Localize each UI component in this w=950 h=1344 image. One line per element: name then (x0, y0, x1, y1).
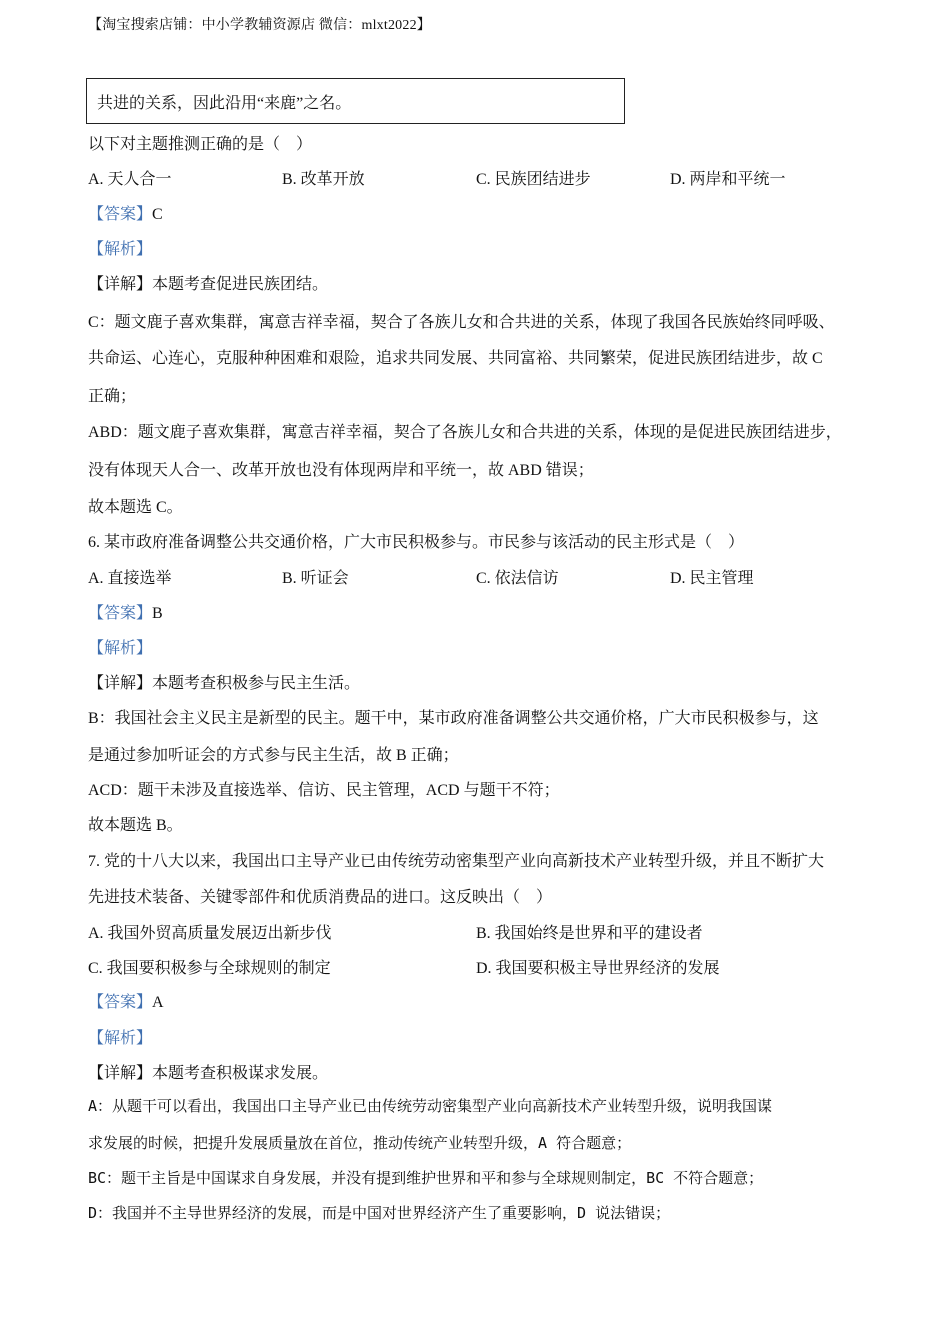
page-header: 【淘宝搜索店铺：中小学教辅资源店 微信：mlxt2022】 (88, 18, 431, 33)
q6-stem: 6. 某市政府准备调整公共交通价格，广大市民积极参与。市民参与该活动的民主形式是（ ） (88, 534, 745, 551)
q7-option-a: A. 我国外贸高质量发展迈出新步伐 (88, 925, 332, 942)
q7-answer-row (88, 989, 164, 1012)
q5-option-b: B. 改革开放 (282, 171, 365, 188)
q6-answer: B (152, 605, 163, 622)
q7-option-b: B. 我国始终是世界和平的建设者 (476, 925, 703, 942)
q7-explanation-line: A：从题干可以看出，我国出口主导产业已由传统劳动密集型产业向高新技术产业转型升级，说明我国谋 (88, 1097, 773, 1115)
q7-answer: A (152, 994, 164, 1011)
q6-option-d: D. 民主管理 (670, 570, 754, 587)
q5-explanation-line: 正确； (88, 388, 137, 405)
quoted-passage-box: 共进的关系，因此沿用“来鹿”之名。 (86, 78, 625, 124)
q5-conclusion: 故本题选 C。 (88, 499, 183, 516)
q5-stem: 以下对主题推测正确的是（ ） (88, 136, 313, 153)
q7-explanation-line: 求发展的时候，把提升发展质量放在首位，推动传统产业转型升级，A 符合题意； (88, 1134, 632, 1152)
q5-option-d: D. 两岸和平统一 (670, 171, 786, 188)
q5-explanation-line: 没有体现天人合一、改革开放也没有体现两岸和平统一，故 ABD 错误； (88, 462, 594, 479)
q7-option-c: C. 我国要积极参与全球规则的制定 (88, 960, 331, 977)
q6-detail: 【详解】本题考查积极参与民主生活。 (88, 675, 361, 692)
q6-explanation-line: 是通过参加听证会的方式参与民主生活，故 B 正确； (88, 747, 459, 764)
q6-conclusion: 故本题选 B。 (88, 817, 183, 834)
q5-analysis-tag: 【解析】 (88, 241, 153, 258)
answer-tag: 【答案】 (88, 206, 153, 223)
q7-detail: 【详解】本题考查积极谋求发展。 (88, 1065, 329, 1082)
q7-explanation-line: BC：题干主旨是中国谋求自身发展，并没有提到维护世界和平和参与全球规则制定，BC 不符合题意； (88, 1169, 764, 1187)
q5-detail: 【详解】本题考查促进民族团结。 (88, 276, 329, 293)
q5-explanation-line: 共命运、心连心，克服种种困难和艰险，追求共同发展、共同富裕、共同繁荣，促进民族团结进步，故 C (88, 350, 823, 367)
q7-analysis-tag: 【解析】 (88, 1030, 153, 1047)
q5-answer-row (88, 201, 163, 224)
q6-analysis-tag: 【解析】 (88, 640, 153, 657)
q7-stem-line: 先进技术装备、关键零部件和优质消费品的进口。这反映出（ ） (88, 889, 553, 906)
q6-option-c: C. 依法信访 (476, 570, 559, 587)
q5-option-c: C. 民族团结进步 (476, 171, 591, 188)
q6-answer-row (88, 600, 163, 623)
q5-explanation-line: ABD：题文鹿子喜欢集群，寓意吉祥幸福，契合了各族儿女和合共进的关系，体现的是促进民族团结进步， (88, 424, 842, 441)
q6-explanation-line: ACD：题干未涉及直接选举、信访、民主管理，ACD 与题干不符； (88, 782, 560, 799)
q7-explanation-line: D：我国并不主导世界经济的发展，而是中国对世界经济产生了重要影响，D 说法错误； (88, 1204, 671, 1222)
q6-option-a: A. 直接选举 (88, 570, 172, 587)
q6-explanation-line: B：我国社会主义民主是新型的民主。题干中，某市政府准备调整公共交通价格，广大市民积极参与，这 (88, 710, 819, 727)
q6-option-b: B. 听证会 (282, 570, 349, 587)
q5-explanation-line: C：题文鹿子喜欢集群，寓意吉祥幸福，契合了各族儿女和合共进的关系，体现了我国各民族始终同呼吸、 (88, 314, 835, 331)
q5-answer: C (152, 206, 163, 223)
q7-option-d: D. 我国要积极主导世界经济的发展 (476, 960, 720, 977)
answer-tag: 【答案】 (88, 994, 153, 1011)
q5-option-a: A. 天人合一 (88, 171, 172, 188)
answer-tag: 【答案】 (88, 605, 153, 622)
q7-stem-line: 7. 党的十八大以来，我国出口主导产业已由传统劳动密集型产业向高新技术产业转型升级，并且不断扩大 (88, 853, 825, 870)
